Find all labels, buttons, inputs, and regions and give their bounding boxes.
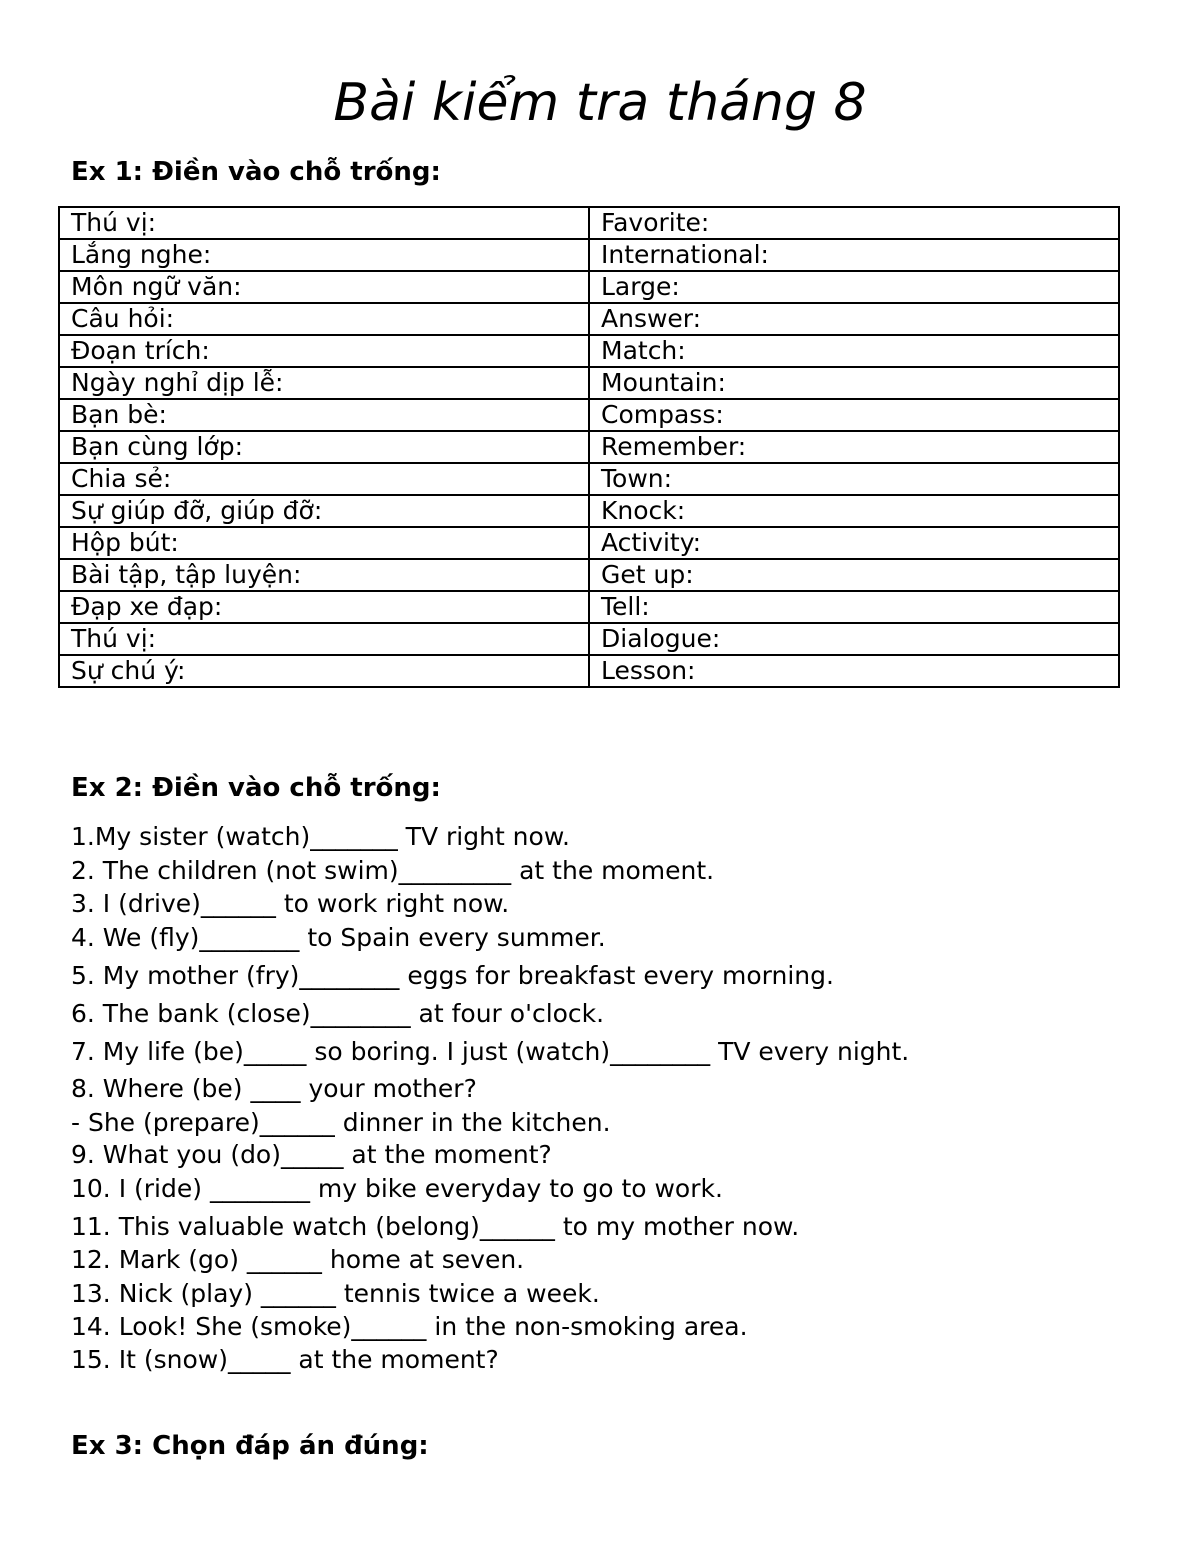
- vietnamese-term-cell: Bạn cùng lớp:: [59, 431, 589, 463]
- vietnamese-term-cell: Chia sẻ:: [59, 463, 589, 495]
- exercise-item: 12. Mark (go) ______ home at seven.: [71, 1245, 525, 1274]
- vietnamese-term-cell: Sự giúp đỡ, giúp đỡ:: [59, 495, 589, 527]
- english-term-cell: Dialogue:: [589, 623, 1119, 655]
- exercise-item: 7. My life (be)_____ so boring. I just (watch)________ TV every night.: [71, 1037, 910, 1066]
- table-row: [59, 367, 1119, 399]
- exercise-item: 5. My mother (fry)________ eggs for breakfast every morning.: [71, 961, 834, 990]
- ex1-heading: Ex 1: Điền vào chỗ trống:: [71, 157, 441, 187]
- vietnamese-term-cell: Bạn bè:: [59, 399, 589, 431]
- exercise-item: 6. The bank (close)________ at four o'clock.: [71, 999, 605, 1028]
- english-term-cell: Lesson:: [589, 655, 1119, 687]
- table-row: [59, 207, 1119, 239]
- vocab-table-body: [59, 207, 1119, 687]
- english-term-cell: Answer:: [589, 303, 1119, 335]
- ex2-heading: Ex 2: Điền vào chỗ trống:: [71, 773, 441, 803]
- table-row: [59, 431, 1119, 463]
- exercise-item: 14. Look! She (smoke)______ in the non-smoking area.: [71, 1312, 748, 1341]
- table-row: [59, 655, 1119, 687]
- vietnamese-term-cell: Lắng nghe:: [59, 239, 589, 271]
- table-row: [59, 623, 1119, 655]
- english-term-cell: Town:: [589, 463, 1119, 495]
- english-term-cell: International:: [589, 239, 1119, 271]
- english-term-cell: Favorite:: [589, 207, 1119, 239]
- vietnamese-term-cell: Câu hỏi:: [59, 303, 589, 335]
- english-term-cell: Tell:: [589, 591, 1119, 623]
- exercise-item: 8. Where (be) ____ your mother?: [71, 1074, 477, 1103]
- table-row: [59, 399, 1119, 431]
- vietnamese-term-cell: Đoạn trích:: [59, 335, 589, 367]
- table-row: [59, 303, 1119, 335]
- vietnamese-term-cell: Thú vị:: [59, 207, 589, 239]
- table-row: [59, 335, 1119, 367]
- table-row: [59, 463, 1119, 495]
- vietnamese-term-cell: Ngày nghỉ dịp lễ:: [59, 367, 589, 399]
- vietnamese-term-cell: Bài tập, tập luyện:: [59, 559, 589, 591]
- vietnamese-term-cell: Hộp bút:: [59, 527, 589, 559]
- ex3-heading: Ex 3: Chọn đáp án đúng:: [71, 1431, 429, 1461]
- table-row: [59, 239, 1119, 271]
- english-term-cell: Get up:: [589, 559, 1119, 591]
- exercise-item: 15. It (snow)_____ at the moment?: [71, 1345, 499, 1374]
- exercise-item: 10. I (ride) ________ my bike everyday to go to work.: [71, 1174, 723, 1203]
- english-term-cell: Remember:: [589, 431, 1119, 463]
- page-title: Bài kiểm tra tháng 8: [333, 73, 867, 133]
- table-row: [59, 591, 1119, 623]
- vietnamese-term-cell: Môn ngữ văn:: [59, 271, 589, 303]
- english-term-cell: Mountain:: [589, 367, 1119, 399]
- exercise-item: 4. We (fly)________ to Spain every summer.: [71, 923, 606, 952]
- vietnamese-term-cell: Thú vị:: [59, 623, 589, 655]
- exercise-item: 9. What you (do)_____ at the moment?: [71, 1140, 552, 1169]
- english-term-cell: Compass:: [589, 399, 1119, 431]
- english-term-cell: Activity:: [589, 527, 1119, 559]
- table-row: [59, 271, 1119, 303]
- vietnamese-term-cell: Đạp xe đạp:: [59, 591, 589, 623]
- table-row: [59, 527, 1119, 559]
- table-row: [59, 559, 1119, 591]
- vocab-table: [58, 206, 1120, 688]
- vietnamese-term-cell: Sự chú ý:: [59, 655, 589, 687]
- exercise-item: 11. This valuable watch (belong)______ to my mother now.: [71, 1212, 800, 1241]
- exercise-item: 1.My sister (watch)_______ TV right now.: [71, 822, 570, 851]
- exercise-item: 13. Nick (play) ______ tennis twice a week.: [71, 1279, 600, 1308]
- english-term-cell: Match:: [589, 335, 1119, 367]
- exercise-item: 3. I (drive)______ to work right now.: [71, 889, 510, 918]
- table-row: [59, 495, 1119, 527]
- english-term-cell: Knock:: [589, 495, 1119, 527]
- exercise-item: 2. The children (not swim)_________ at the moment.: [71, 856, 715, 885]
- english-term-cell: Large:: [589, 271, 1119, 303]
- exercise-item: - She (prepare)______ dinner in the kitchen.: [71, 1108, 611, 1137]
